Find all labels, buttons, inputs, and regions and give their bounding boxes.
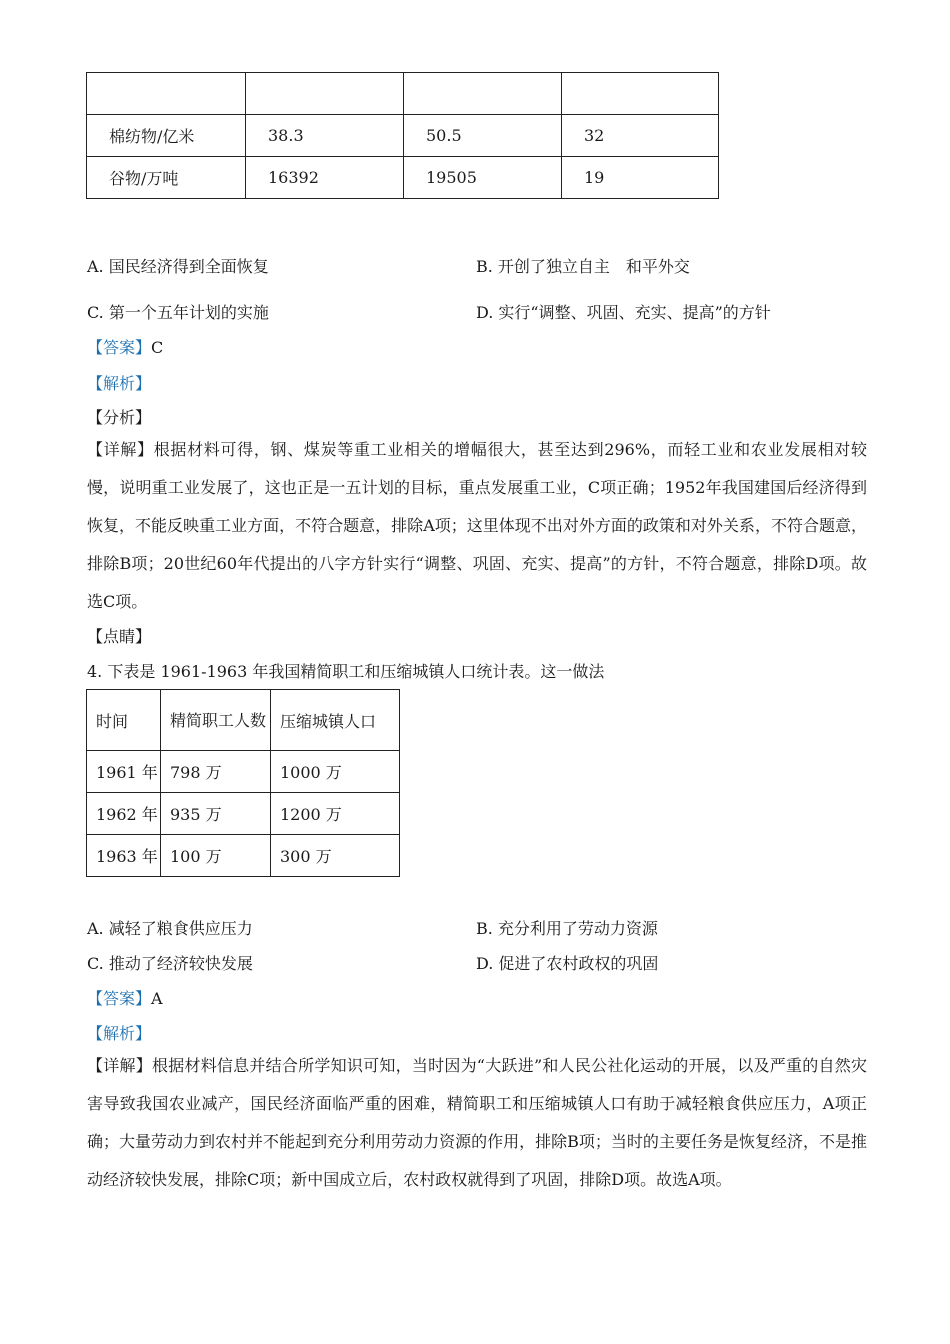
- table-cell: [87, 73, 246, 115]
- table-cell: 1961 年: [87, 751, 161, 793]
- table-cell: [562, 73, 719, 115]
- answer-line: [87, 986, 163, 1009]
- table-row: [87, 115, 719, 157]
- answer-value: A: [151, 989, 163, 1008]
- table-cell: 300 万: [271, 835, 400, 877]
- detail-tag: 【详解】: [87, 1056, 152, 1075]
- statistics-table: [86, 689, 400, 877]
- option-d: D. 实行“调整、巩固、充实、提高”的方针: [476, 303, 771, 322]
- table-cell: 16392: [246, 157, 404, 199]
- table-cell: [246, 73, 404, 115]
- analysis-tag: 【解析】: [87, 374, 152, 393]
- table-row: [87, 157, 719, 199]
- table-cell: 935 万: [161, 793, 271, 835]
- fenxi-tag: 【分析】: [87, 408, 152, 427]
- detail-paragraph: [87, 1047, 867, 1199]
- table-cell: 100 万: [161, 835, 271, 877]
- table-cell: 19505: [404, 157, 562, 199]
- question-stem: 4. 下表是 1961-1963 年我国精简职工和压缩城镇人口统计表。这一做法: [87, 662, 605, 681]
- table-cell: 1000 万: [271, 751, 400, 793]
- table-cell: 798 万: [161, 751, 271, 793]
- table-header-cell: 时间: [87, 690, 161, 751]
- dianjing-tag: 【点睛】: [87, 627, 152, 646]
- table-row: [87, 751, 400, 793]
- table-header-row: [87, 690, 400, 751]
- table-cell: 32: [562, 115, 719, 157]
- table-cell: 棉纺物/亿米: [87, 115, 246, 157]
- option-b: B. 开创了独立自主 和平外交: [476, 257, 690, 276]
- detail-text: 根据材料可得，钢、煤炭等重工业相关的增幅很大，甚至达到296%，而轻工业和农业发展相对较慢，说明重工业发展了，这也正是一五计划的目标，重点发展重工业，C项正确；1952年我国建国后经济得到恢复，不能反映重工业方面，不符合题意，排除A项；这里体现不出对外方面的政策和对外关系，不符合题意，排除B项；20世纪60年代提出的八字方针实行“调整、巩固、充实、提高”的方针，不符合题意，排除D项。故选C项。: [87, 440, 867, 611]
- option-a: A. 减轻了粮食供应压力: [87, 919, 253, 938]
- table-cell: 38.3: [246, 115, 404, 157]
- data-table-continued: [86, 72, 719, 199]
- table-cell: 19: [562, 157, 719, 199]
- table-cell: 1963 年: [87, 835, 161, 877]
- table-header-cell: 压缩城镇人口: [271, 690, 400, 751]
- detail-text: 根据材料信息并结合所学知识可知，当时因为“大跃进”和人民公社化运动的开展，以及严重的自然灾害导致我国农业减产，国民经济面临严重的困难，精简职工和压缩城镇人口有助于减轻粮食供应压力，A项正确；大量劳动力到农村并不能起到充分利用劳动力资源的作用，排除B项；当时的主要任务是恢复经济，不是推动经济较快发展，排除C项；新中国成立后，农村政权就得到了巩固，排除D项。故选A项。: [87, 1056, 867, 1189]
- option-c: C. 第一个五年计划的实施: [87, 303, 269, 322]
- table-row: [87, 835, 400, 877]
- option-b: B. 充分利用了劳动力资源: [476, 919, 658, 938]
- detail-paragraph: [87, 431, 867, 621]
- table-cell: 谷物/万吨: [87, 157, 246, 199]
- table-row: [87, 73, 719, 115]
- table-cell: [404, 73, 562, 115]
- table-cell: 50.5: [404, 115, 562, 157]
- table-header-cell: 精简职工人数: [161, 690, 271, 751]
- answer-tag: 【答案】: [87, 338, 152, 357]
- table-cell: 1962 年: [87, 793, 161, 835]
- answer-value: C: [151, 338, 164, 357]
- option-c: C. 推动了经济较快发展: [87, 954, 253, 973]
- table-row: [87, 793, 400, 835]
- answer-line: [87, 335, 163, 358]
- option-a: A. 国民经济得到全面恢复: [87, 257, 269, 276]
- table-cell: 1200 万: [271, 793, 400, 835]
- detail-tag: 【详解】: [87, 440, 154, 459]
- answer-tag: 【答案】: [87, 989, 152, 1008]
- analysis-tag: 【解析】: [87, 1024, 152, 1043]
- option-d: D. 促进了农村政权的巩固: [476, 954, 659, 973]
